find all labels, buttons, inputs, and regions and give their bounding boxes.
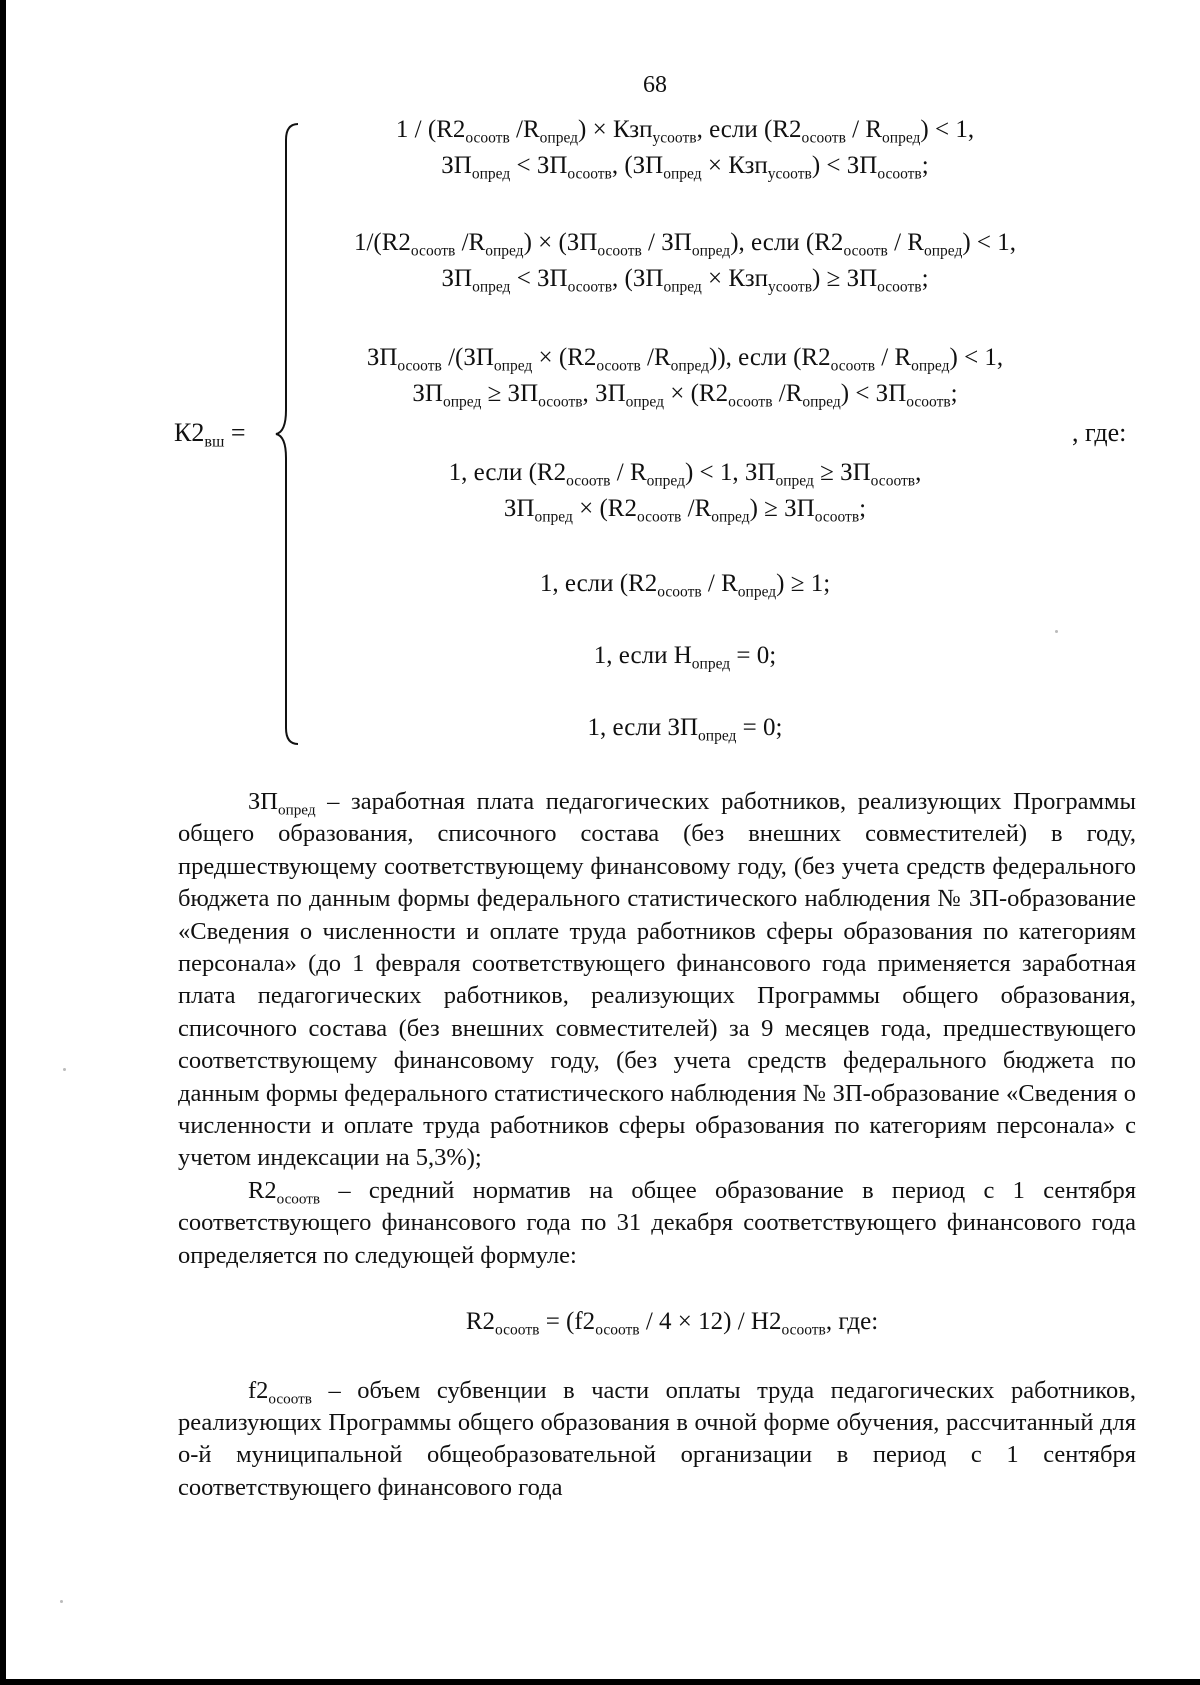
- subscript: осоотв: [814, 508, 860, 526]
- lhs-eq: =: [224, 418, 246, 447]
- formula-text: ЗП: [441, 152, 472, 179]
- paragraph-f2-osootv: [178, 1375, 1136, 1505]
- formula-text: /R: [772, 380, 803, 407]
- subscript: опред: [646, 472, 685, 490]
- formula-text: ) < ЗП: [840, 380, 907, 407]
- body-text: [178, 786, 1136, 1504]
- subscript: осоотв: [657, 583, 702, 601]
- formula-text: ) < 1,: [920, 116, 975, 143]
- subscript: опред: [698, 727, 737, 745]
- formula-text: × Кзп: [701, 265, 768, 292]
- formula-text: ЗП: [412, 380, 443, 407]
- case-1-line-2: [280, 150, 1090, 182]
- formula-text: < ЗП: [510, 265, 568, 292]
- formula-text: ) × (ЗП: [523, 229, 598, 256]
- subscript: опред: [472, 278, 511, 296]
- formula-text: / R: [701, 570, 738, 597]
- subscript: опред: [485, 242, 524, 260]
- term-sub: опред: [277, 801, 316, 819]
- subscript: опред: [663, 278, 702, 296]
- piecewise-formula-k2: [150, 112, 1150, 752]
- subscript: опред: [711, 508, 750, 526]
- formula-text: 1, если ЗП: [587, 714, 699, 741]
- case-3-line-2: [280, 378, 1090, 410]
- subscript: осоотв: [538, 393, 583, 411]
- subscript: осоотв: [595, 1321, 640, 1339]
- formula-r2-osootv: [208, 1306, 1136, 1338]
- subscript: осоотв: [877, 278, 922, 296]
- formula-text: ЗП: [441, 265, 473, 292]
- case-4-line-1: [280, 457, 1090, 489]
- subscript: осоотв: [596, 357, 641, 375]
- formula-text: ;: [921, 152, 929, 179]
- scan-left-border: [0, 0, 6, 1685]
- subscript: опред: [539, 129, 579, 147]
- formula-text: ) < 1, ЗП: [684, 459, 776, 486]
- formula-text: ) ≥ 1;: [776, 570, 831, 597]
- formula-text: ,: [915, 459, 922, 486]
- formula-text: , (ЗП: [612, 265, 664, 292]
- subscript: осоотв: [567, 165, 612, 183]
- case-1-line-1: [280, 114, 1090, 146]
- formula-text: ) × Кзп: [578, 116, 653, 143]
- formula-text: ≥ ЗП: [813, 459, 871, 486]
- case-7-line-1: [280, 712, 1090, 744]
- formula-text: ) ≥ ЗП: [812, 265, 878, 292]
- formula-text: , если (R2: [696, 116, 802, 143]
- subscript: опред: [882, 129, 921, 147]
- subscript: осоотв: [906, 393, 951, 411]
- case-3-line-1: [280, 342, 1090, 374]
- formula-text: ) < 1,: [962, 229, 1017, 256]
- formula-text: , где:: [825, 1308, 879, 1336]
- subscript: осоотв: [636, 508, 682, 526]
- formula-text: / R: [875, 344, 912, 371]
- formula-text: ≥ ЗП: [481, 380, 539, 407]
- subscript: опред: [691, 242, 731, 260]
- term-main: f2: [248, 1376, 269, 1404]
- subscript: опред: [625, 393, 664, 411]
- subscript: осоотв: [877, 165, 922, 183]
- formula-text: , ЗП: [582, 380, 626, 407]
- formula-text: ) < ЗП: [811, 152, 878, 179]
- subscript: опред: [802, 393, 841, 411]
- formula-lhs: [174, 418, 246, 451]
- subscript: осоотв: [566, 472, 611, 490]
- subscript: опред: [493, 357, 533, 375]
- subscript: осоотв: [801, 129, 846, 147]
- lhs-sub: вш: [204, 433, 225, 451]
- paragraph-zp-opred: [178, 786, 1136, 1175]
- formula-text: ЗП: [503, 495, 535, 522]
- case-2-line-2: [280, 263, 1090, 295]
- formula-text: ;: [921, 265, 929, 292]
- lhs-main: К2: [174, 418, 205, 447]
- formula-text: 1, если (R2: [539, 570, 658, 597]
- paragraph-r2-osootv: [178, 1175, 1136, 1272]
- formula-text: = 0;: [736, 714, 783, 741]
- paragraph-text: – заработная плата педагогических работников, реализующих Программы общего образования, списочного состава (без внешних совместителей) в году, предшествующему соответствующему финансовому году, (без учета средств федерального бюджета по данным формы федерального статистического наблюдения № ЗП-образование «Сведения о численности и оплате труда работников сферы образования по категориям персонала» (до 1 февраля соответствующего финансового года применяется заработная плата педагогических работников, реализующих Программы общего образования, списочного состава (без внешних совместителей) за 9 месяцев года, предшествующего соответствующему финансовому году, (без учета средств федерального бюджета по данным формы федерального статистического наблюдения № ЗП-образование «Сведения о численности и оплате труда работников сферы образования по категориям персонала» с учетом индексации на 5,3%);: [178, 788, 1136, 1172]
- scan-speck: [63, 1068, 66, 1071]
- formula-text: × Кзп: [701, 152, 768, 179]
- formula-text: /(ЗП: [441, 344, 494, 371]
- formula-text: / R: [887, 229, 924, 256]
- subscript: осоотв: [597, 242, 642, 260]
- formula-text: / ЗП: [641, 229, 692, 256]
- subscript: опред: [670, 357, 710, 375]
- paragraph-text: – объем субвенции в части оплаты труда педагогических работников, реализующих Программы общего образования в очной форме обучения, рассчитанный для о-й муниципальной общеобразовательной организации в период с 1 сентября соответствующего финансового года: [178, 1376, 1136, 1501]
- formula-text: 1, если Н: [593, 642, 692, 669]
- formula-text: = 0;: [730, 642, 777, 669]
- formula-text: /R: [640, 344, 671, 371]
- subscript: осоотв: [567, 278, 613, 296]
- scan-speck: [60, 1600, 63, 1603]
- term-main: ЗП: [248, 788, 278, 815]
- formula-text: ), если (R2: [730, 229, 844, 256]
- page-number: 68: [643, 72, 667, 98]
- subscript: осоотв: [397, 357, 442, 375]
- formula-text: 1/(R2: [353, 229, 411, 256]
- subscript: осоотв: [781, 1321, 826, 1339]
- formula-text: R2: [465, 1308, 496, 1336]
- formula-text: /R: [455, 229, 486, 256]
- formula-text: < ЗП: [510, 152, 568, 179]
- subscript: осоотв: [465, 129, 510, 147]
- formula-where: , где:: [1072, 418, 1127, 447]
- formula-text: ) ≥ ЗП: [749, 495, 815, 522]
- subscript: опред: [663, 165, 702, 183]
- subscript: осоотв: [495, 1321, 540, 1339]
- subscript: опред: [534, 508, 573, 526]
- term-main: R2: [248, 1176, 277, 1204]
- formula-text: ;: [950, 380, 958, 407]
- subscript: опред: [442, 393, 482, 411]
- case-6-line-1: [280, 640, 1090, 672]
- formula-text: /R: [681, 495, 712, 522]
- formula-text: ЗП: [366, 344, 398, 371]
- term-sub: осоотв: [276, 1190, 321, 1208]
- case-2-line-1: [280, 227, 1090, 259]
- formula-text: 1, если (R2: [448, 459, 567, 486]
- formula-text: × (R2: [572, 495, 637, 522]
- subscript: опред: [775, 472, 814, 490]
- subscript: опред: [923, 242, 963, 260]
- formula-text: /R: [509, 116, 540, 143]
- subscript: осоотв: [410, 242, 456, 260]
- formula-text: / R: [610, 459, 647, 486]
- case-5-line-1: [280, 568, 1090, 600]
- formula-text: × (R2: [664, 380, 729, 407]
- formula-text: / R: [845, 116, 883, 143]
- paragraph-text: – средний норматив на общее образование в период с 1 сентября соответствующего финансового года по 31 декабря соответствующего финансового года определяется по следующей формуле:: [178, 1176, 1136, 1269]
- subscript: опред: [911, 357, 950, 375]
- formula-text: × (R2: [532, 344, 597, 371]
- term-sub: осоотв: [268, 1389, 312, 1407]
- formula-text: , (ЗП: [611, 152, 664, 179]
- case-4-line-2: [280, 493, 1090, 525]
- subscript: усоотв: [767, 165, 812, 183]
- subscript: усоотв: [768, 278, 813, 296]
- formula-text: / 4 × 12) / Н2: [639, 1308, 782, 1336]
- subscript: опред: [737, 583, 777, 601]
- scan-bottom-border: [0, 1679, 1200, 1685]
- formula-text: )), если (R2: [709, 344, 831, 371]
- subscript: опред: [471, 165, 511, 183]
- subscript: осоотв: [843, 242, 888, 260]
- subscript: усоотв: [652, 129, 697, 147]
- scan-speck: [1055, 630, 1058, 633]
- subscript: опред: [691, 655, 731, 673]
- formula-text: = (f2: [539, 1308, 596, 1336]
- subscript: осоотв: [870, 472, 916, 490]
- formula-text: ) < 1,: [949, 344, 1004, 371]
- formula-text: ;: [859, 495, 867, 522]
- formula-text: 1 / (R2: [395, 116, 466, 143]
- subscript: осоотв: [830, 357, 876, 375]
- subscript: осоотв: [728, 393, 773, 411]
